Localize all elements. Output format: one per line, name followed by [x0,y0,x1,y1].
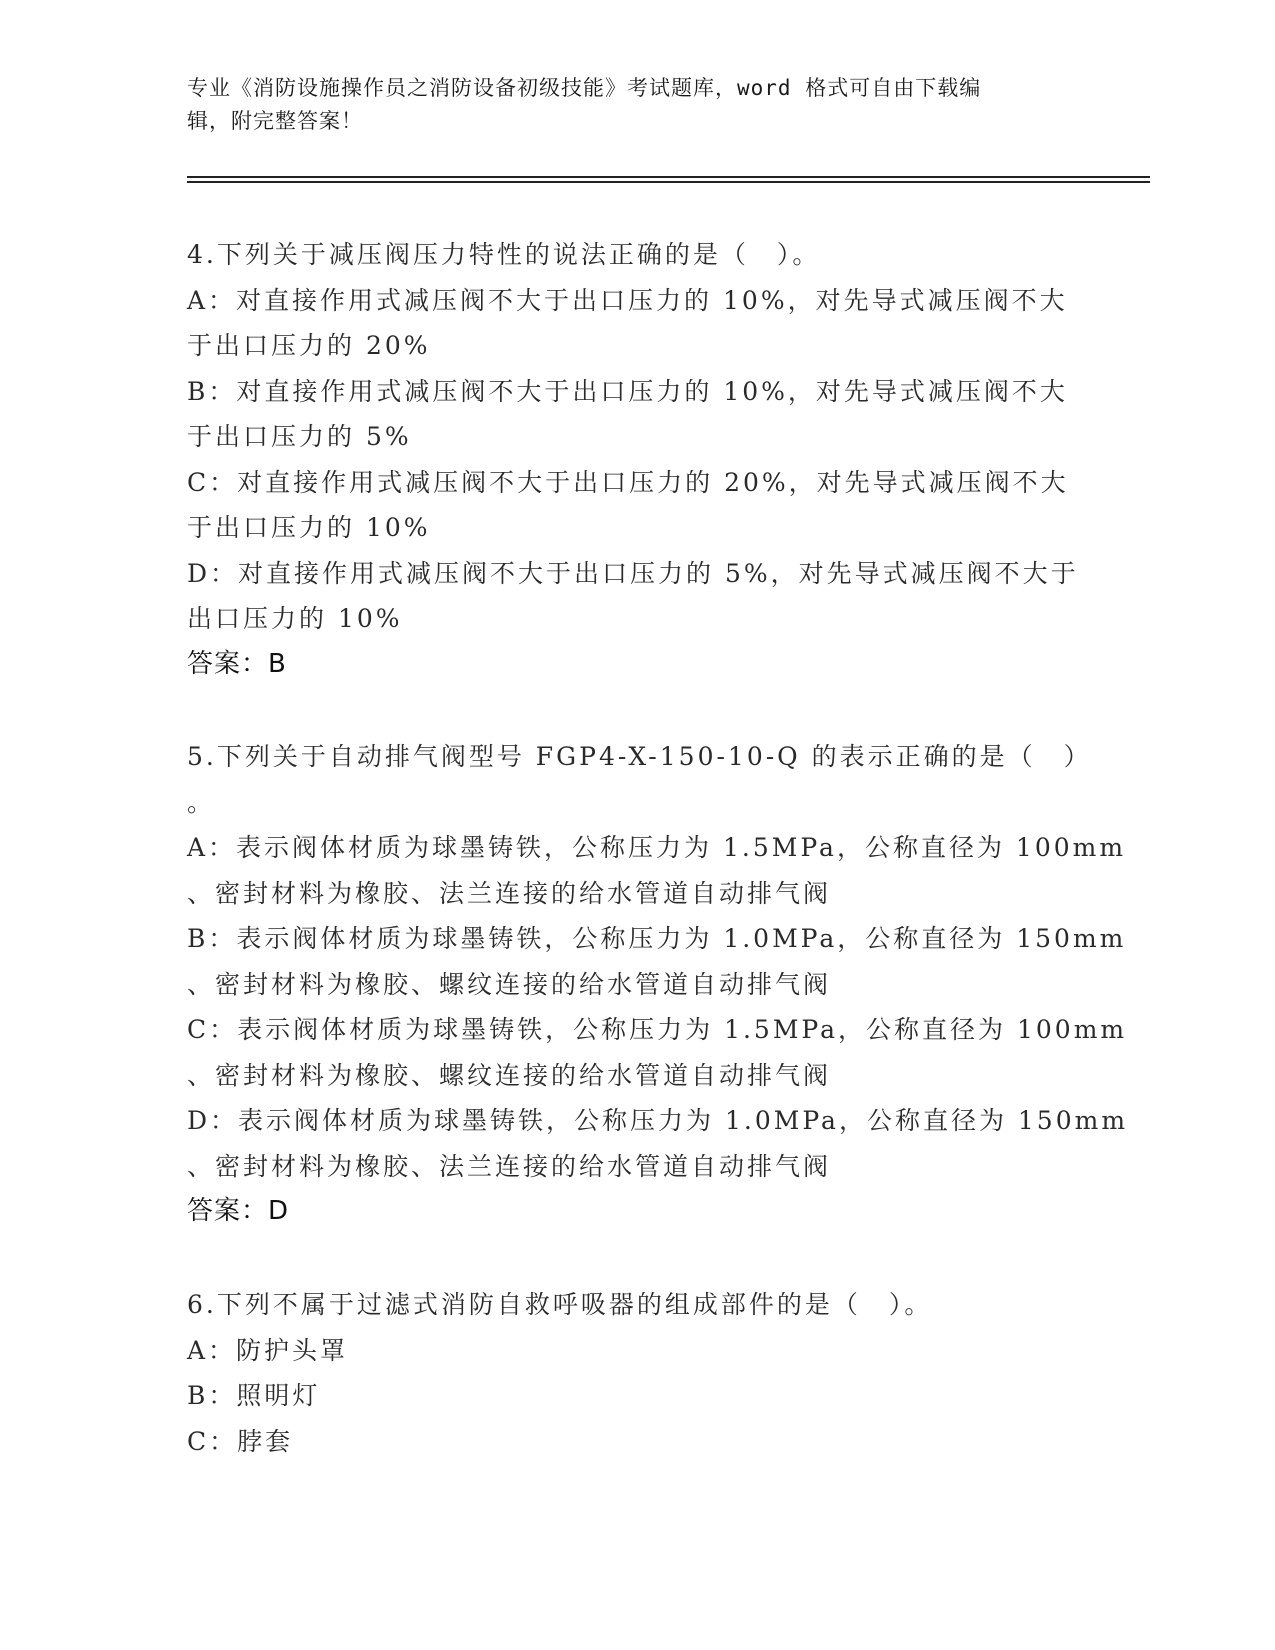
header-divider-top [187,176,1150,178]
header-line-2: 辑，附完整答案！ [187,109,363,133]
option-d-continued: 、密封材料为橡胶、法兰连接的给水管道自动排气阀 [187,1151,832,1181]
answer-label: 答案：D [187,1196,290,1226]
option-a: A：表示阀体材质为球墨铸铁，公称压力为 1.5MPa，公称直径为 100mm [187,833,1127,862]
document-header [187,72,1087,138]
option-b: B：对直接作用式减压阀不大于出口压力的 10%，对先导式减压阀不大 [187,376,1068,406]
question-stem: 4.下列关于减压阀压力特性的说法正确的是（ ）。 [187,240,821,269]
option-c: C：表示阀体材质为球墨铸铁，公称压力为 1.5MPa，公称直径为 100mm [187,1015,1128,1044]
answer-label: 答案：B [187,648,287,679]
option-c: C：对直接作用式减压阀不大于出口压力的 20%，对先导式减压阀不大 [187,467,1069,497]
question-stem: 6.下列不属于过滤式消防自救呼吸器的组成部件的是（ ）。 [187,1290,933,1319]
question-stem-continued: 。 [187,787,216,817]
option-b: B：照明灯 [187,1381,321,1410]
question-4 [187,232,1087,687]
option-d: D：对直接作用式减压阀不大于出口压力的 5%，对先导式减压阀不大于 [187,558,1079,588]
option-a-continued: 、密封材料为橡胶、法兰连接的给水管道自动排气阀 [187,878,832,908]
header-line-1: 专业《消防设施操作员之消防设备初级技能》考试题库，word 格式可自由下载编 [187,76,982,100]
question-stem: 5.下列关于自动排气阀型号 FGP4-X-150-10-Q 的表示正确的是（ ） [187,742,1092,771]
option-b-continued: 于出口压力的 5% [187,422,412,451]
option-c: C：脖套 [187,1426,294,1456]
option-b-continued: 、密封材料为橡胶、螺纹连接的给水管道自动排气阀 [187,969,832,999]
option-d-continued: 出口压力的 10% [187,604,403,633]
option-c-continued: 于出口压力的 10% [187,513,431,542]
question-5 [187,734,1129,1235]
option-d: D：表示阀体材质为球墨铸铁，公称压力为 1.0MPa，公称直径为 150mm [187,1106,1129,1135]
option-a-continued: 于出口压力的 20% [187,331,431,360]
option-b: B：表示阀体材质为球墨铸铁，公称压力为 1.0MPa，公称直径为 150mm [187,924,1127,953]
header-divider-bottom [187,181,1150,183]
option-c-continued: 、密封材料为橡胶、螺纹连接的给水管道自动排气阀 [187,1060,832,1090]
option-a: A：防护头罩 [187,1335,349,1365]
question-6 [187,1282,1087,1464]
option-a: A：对直接作用式减压阀不大于出口压力的 10%，对先导式减压阀不大 [187,285,1068,315]
